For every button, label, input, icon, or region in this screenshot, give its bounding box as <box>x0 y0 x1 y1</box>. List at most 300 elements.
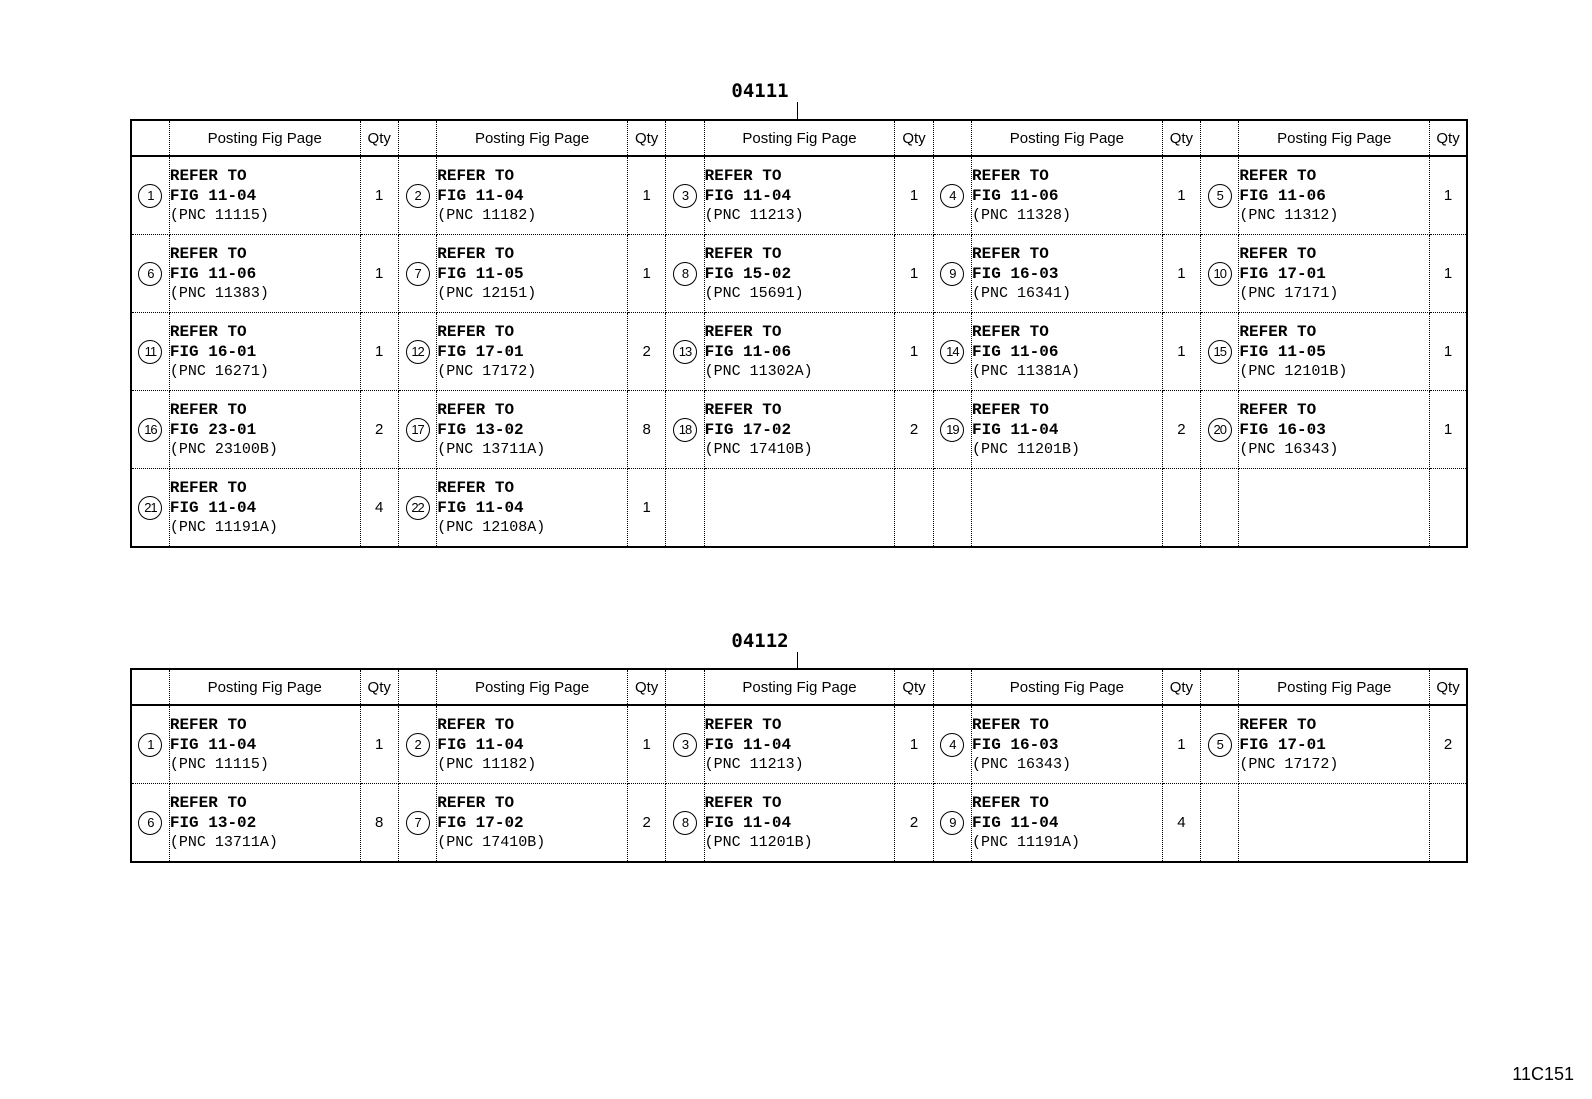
refer-to-text: REFER TO <box>704 322 782 341</box>
header-posting-fig-page: Posting Fig Page <box>704 120 895 156</box>
quantity-cell <box>360 705 398 784</box>
pnc-text: (PNC 11115) <box>169 206 269 224</box>
parts-table-04111 <box>130 119 1468 548</box>
reference-cell <box>704 156 895 235</box>
quantity-value: 2 <box>642 343 651 360</box>
reference-cell <box>972 705 1163 784</box>
refer-to-text: REFER TO <box>1239 244 1317 263</box>
refer-to-text: REFER TO <box>972 400 1049 419</box>
fig-page-text: FIG 15-02 <box>704 264 792 283</box>
pnc-text: (PNC 17172) <box>437 362 537 380</box>
item-number-badge: 14 <box>940 340 964 364</box>
reference-cell <box>704 705 895 784</box>
fig-page-text: FIG 16-03 <box>1239 420 1326 439</box>
refer-to-text: REFER TO <box>1239 166 1317 185</box>
reference-cell <box>972 784 1163 863</box>
quantity-value: 1 <box>1443 265 1453 282</box>
item-number-cell <box>398 156 436 235</box>
reference-cell <box>972 235 1163 313</box>
header-posting-fig-page: Posting Fig Page <box>972 120 1163 156</box>
item-number-badge: 16 <box>138 418 162 442</box>
pnc-text: (PNC 17410B) <box>437 833 546 851</box>
refer-to-text: REFER TO <box>437 793 515 812</box>
fig-page-text: FIG 11-06 <box>169 264 257 283</box>
quantity-cell <box>627 705 665 784</box>
item-number-cell <box>1201 469 1239 548</box>
quantity-value: 2 <box>375 421 384 438</box>
item-number-badge: 8 <box>673 811 697 835</box>
quantity-value: 1 <box>642 499 651 516</box>
quantity-cell <box>627 313 665 391</box>
reference-cell <box>1239 705 1430 784</box>
quantity-value: 1 <box>909 736 919 753</box>
header-posting-fig-page: Posting Fig Page <box>1239 669 1430 705</box>
quantity-value: 8 <box>375 814 384 831</box>
quantity-value: 1 <box>1177 187 1186 204</box>
quantity-value: 1 <box>1443 187 1453 204</box>
item-number-cell <box>933 705 971 784</box>
reference-cell <box>972 156 1163 235</box>
quantity-value: 1 <box>1443 343 1453 360</box>
pnc-text: (PNC 11383) <box>169 284 269 302</box>
item-number-badge: 6 <box>138 811 162 835</box>
item-number-badge: 11 <box>138 340 162 364</box>
item-number-cell <box>131 705 169 784</box>
quantity-cell <box>895 391 933 469</box>
quantity-value: 1 <box>909 265 919 282</box>
item-number-cell <box>398 705 436 784</box>
item-number-badge: 20 <box>1208 418 1232 442</box>
reference-cell <box>704 391 895 469</box>
fig-page-text: FIG 11-06 <box>972 342 1059 361</box>
fig-page-text: FIG 11-04 <box>169 498 257 517</box>
refer-to-text: REFER TO <box>169 244 247 263</box>
reference-cell <box>169 705 360 784</box>
item-number-badge: 18 <box>673 418 697 442</box>
fig-page-text: FIG 11-04 <box>972 420 1059 439</box>
quantity-cell <box>627 469 665 548</box>
pnc-text: (PNC 17410B) <box>704 440 813 458</box>
item-number-badge: 7 <box>406 262 430 286</box>
item-number-cell <box>933 391 971 469</box>
fig-page-text: FIG 16-03 <box>972 735 1059 754</box>
refer-to-text: REFER TO <box>169 478 247 497</box>
quantity-value: 1 <box>1177 265 1186 282</box>
reference-cell <box>437 235 628 313</box>
pnc-text: (PNC 13711A) <box>169 833 278 851</box>
item-number-cell <box>131 784 169 863</box>
pnc-text: (PNC 11201B) <box>972 440 1081 458</box>
reference-cell <box>1239 313 1430 391</box>
reference-cell <box>1239 391 1430 469</box>
group-label-tick-04112 <box>797 652 798 668</box>
quantity-cell <box>360 156 398 235</box>
header-num-blank <box>1201 669 1239 705</box>
refer-to-text: REFER TO <box>169 715 247 734</box>
fig-page-text: FIG 11-06 <box>1239 186 1326 205</box>
item-number-badge: 15 <box>1208 340 1232 364</box>
header-qty: Qty <box>627 120 665 156</box>
quantity-value: 2 <box>1443 736 1453 753</box>
header-posting-fig-page: Posting Fig Page <box>437 120 628 156</box>
quantity-cell <box>1162 391 1200 469</box>
item-number-badge: 13 <box>673 340 697 364</box>
item-number-badge: 9 <box>940 811 964 835</box>
header-posting-fig-page: Posting Fig Page <box>169 669 360 705</box>
reference-cell <box>1239 235 1430 313</box>
fig-page-text: FIG 11-06 <box>972 186 1059 205</box>
pnc-text: (PNC 16341) <box>972 284 1072 302</box>
item-number-cell <box>398 391 436 469</box>
quantity-value: 1 <box>375 736 384 753</box>
reference-cell <box>169 469 360 548</box>
reference-cell <box>169 235 360 313</box>
item-number-cell <box>131 313 169 391</box>
item-number-cell <box>666 313 704 391</box>
header-qty: Qty <box>1430 120 1467 156</box>
quantity-value: 1 <box>909 187 919 204</box>
quantity-value: 4 <box>1177 814 1186 831</box>
quantity-value: 2 <box>642 814 651 831</box>
header-qty: Qty <box>1162 669 1200 705</box>
diagram-code: 11C151 <box>1512 1064 1574 1084</box>
quantity-cell <box>895 313 933 391</box>
quantity-cell <box>1430 784 1467 863</box>
refer-to-text: REFER TO <box>704 715 782 734</box>
pnc-text: (PNC 13711A) <box>437 440 546 458</box>
refer-to-text: REFER TO <box>169 166 247 185</box>
item-number-badge: 21 <box>138 496 162 520</box>
reference-cell <box>1239 469 1430 548</box>
reference-cell <box>437 784 628 863</box>
reference-cell <box>169 784 360 863</box>
pnc-text: (PNC 11201B) <box>704 833 813 851</box>
fig-page-text: FIG 23-01 <box>169 420 257 439</box>
quantity-value: 4 <box>375 499 384 516</box>
fig-page-text: FIG 13-02 <box>169 813 257 832</box>
refer-to-text: REFER TO <box>437 715 515 734</box>
quantity-cell <box>1430 705 1467 784</box>
header-qty: Qty <box>360 669 398 705</box>
pnc-text: (PNC 11182) <box>437 206 537 224</box>
group-label-04112: 04112 <box>731 630 789 652</box>
header-qty: Qty <box>627 669 665 705</box>
item-number-cell <box>398 313 436 391</box>
refer-to-text: REFER TO <box>437 400 515 419</box>
refer-to-text: REFER TO <box>437 322 515 341</box>
item-number-badge: 4 <box>940 733 964 757</box>
fig-page-text: FIG 11-05 <box>437 264 524 283</box>
header-row <box>131 669 1467 705</box>
item-number-cell <box>933 784 971 863</box>
fig-page-text: FIG 11-05 <box>1239 342 1326 361</box>
quantity-value: 1 <box>1443 421 1453 438</box>
refer-to-text: REFER TO <box>972 244 1049 263</box>
header-row <box>131 120 1467 156</box>
refer-to-text: REFER TO <box>704 793 782 812</box>
pnc-text: (PNC 11182) <box>437 755 537 773</box>
item-number-cell <box>933 469 971 548</box>
parts-table-04112 <box>130 668 1468 863</box>
quantity-value: 2 <box>909 814 919 831</box>
item-number-cell <box>131 235 169 313</box>
header-num-blank <box>398 120 436 156</box>
quantity-cell <box>360 313 398 391</box>
reference-cell <box>437 156 628 235</box>
quantity-cell <box>360 235 398 313</box>
refer-to-text: REFER TO <box>1239 715 1317 734</box>
pnc-text: (PNC 12108A) <box>437 518 546 536</box>
quantity-cell <box>895 235 933 313</box>
quantity-value: 1 <box>375 187 384 204</box>
fig-page-text: FIG 17-02 <box>704 420 792 439</box>
header-num-blank <box>666 120 704 156</box>
header-posting-fig-page: Posting Fig Page <box>169 120 360 156</box>
header-num-blank <box>131 669 169 705</box>
pnc-text: (PNC 11213) <box>704 755 804 773</box>
item-number-cell <box>131 469 169 548</box>
quantity-cell <box>1430 156 1467 235</box>
fig-page-text: FIG 11-04 <box>437 186 524 205</box>
reference-cell <box>437 391 628 469</box>
item-number-cell <box>398 469 436 548</box>
fig-page-text: FIG 17-01 <box>1239 735 1326 754</box>
header-posting-fig-page: Posting Fig Page <box>972 669 1163 705</box>
quantity-cell <box>1162 705 1200 784</box>
pnc-text: (PNC 16343) <box>972 755 1072 773</box>
item-number-badge: 5 <box>1208 184 1232 208</box>
item-number-badge: 3 <box>673 733 697 757</box>
quantity-cell <box>895 469 933 548</box>
pnc-text: (PNC 11191A) <box>972 833 1081 851</box>
fig-page-text: FIG 11-06 <box>704 342 792 361</box>
quantity-cell <box>1162 784 1200 863</box>
refer-to-text: REFER TO <box>169 793 247 812</box>
refer-to-text: REFER TO <box>169 400 247 419</box>
table-row <box>131 313 1467 391</box>
refer-to-text: REFER TO <box>972 322 1049 341</box>
item-number-badge: 22 <box>406 496 430 520</box>
refer-to-text: REFER TO <box>972 715 1049 734</box>
reference-cell <box>169 156 360 235</box>
pnc-text: (PNC 16271) <box>169 362 269 380</box>
item-number-cell <box>666 235 704 313</box>
refer-to-text: REFER TO <box>437 166 515 185</box>
item-number-badge: 5 <box>1208 733 1232 757</box>
pnc-text: (PNC 11328) <box>972 206 1072 224</box>
fig-page-text: FIG 13-02 <box>437 420 524 439</box>
item-number-badge: 10 <box>1208 262 1232 286</box>
fig-page-text: FIG 11-04 <box>437 735 524 754</box>
item-number-cell <box>1201 705 1239 784</box>
pnc-text: (PNC 23100B) <box>169 440 278 458</box>
item-number-cell <box>1201 313 1239 391</box>
quantity-cell <box>1430 469 1467 548</box>
item-number-badge: 2 <box>406 184 430 208</box>
pnc-text: (PNC 17171) <box>1239 284 1339 302</box>
header-qty: Qty <box>360 120 398 156</box>
item-number-cell <box>666 391 704 469</box>
quantity-cell <box>895 784 933 863</box>
quantity-cell <box>1430 235 1467 313</box>
quantity-cell <box>1162 469 1200 548</box>
item-number-cell <box>666 469 704 548</box>
reference-cell <box>169 313 360 391</box>
quantity-cell <box>1162 313 1200 391</box>
item-number-cell <box>398 784 436 863</box>
reference-cell <box>704 313 895 391</box>
item-number-cell <box>933 313 971 391</box>
table-row <box>131 469 1467 548</box>
reference-cell <box>437 705 628 784</box>
pnc-text: (PNC 11302A) <box>704 362 813 380</box>
header-posting-fig-page: Posting Fig Page <box>1239 120 1430 156</box>
quantity-cell <box>360 391 398 469</box>
item-number-badge: 7 <box>406 811 430 835</box>
refer-to-text: REFER TO <box>704 400 782 419</box>
quantity-cell <box>360 784 398 863</box>
pnc-text: (PNC 11191A) <box>169 518 278 536</box>
quantity-value: 1 <box>1177 343 1186 360</box>
quantity-cell <box>360 469 398 548</box>
reference-cell <box>704 235 895 313</box>
fig-page-text: FIG 11-04 <box>169 735 257 754</box>
fig-page-text: FIG 11-04 <box>704 186 792 205</box>
quantity-cell <box>895 705 933 784</box>
pnc-text: (PNC 11381A) <box>972 362 1081 380</box>
pnc-text: (PNC 17172) <box>1239 755 1339 773</box>
quantity-value: 1 <box>642 187 651 204</box>
item-number-cell <box>1201 391 1239 469</box>
item-number-cell <box>1201 235 1239 313</box>
item-number-badge: 6 <box>138 262 162 286</box>
item-number-cell <box>131 391 169 469</box>
quantity-value: 1 <box>642 265 651 282</box>
quantity-value: 1 <box>375 343 384 360</box>
header-num-blank <box>1201 120 1239 156</box>
item-number-cell <box>131 156 169 235</box>
reference-cell <box>169 391 360 469</box>
reference-cell <box>972 469 1163 548</box>
reference-cell <box>1239 784 1430 863</box>
quantity-cell <box>627 391 665 469</box>
pnc-text: (PNC 12101B) <box>1239 362 1348 380</box>
item-number-badge: 1 <box>138 733 162 757</box>
refer-to-text: REFER TO <box>1239 400 1317 419</box>
header-qty: Qty <box>1162 120 1200 156</box>
header-num-blank <box>398 669 436 705</box>
refer-to-text: REFER TO <box>972 793 1049 812</box>
refer-to-text: REFER TO <box>972 166 1049 185</box>
header-num-blank <box>666 669 704 705</box>
quantity-value: 1 <box>909 343 919 360</box>
pnc-text: (PNC 11213) <box>704 206 804 224</box>
header-qty: Qty <box>895 120 933 156</box>
table-row <box>131 784 1467 863</box>
fig-page-text: FIG 11-04 <box>437 498 524 517</box>
reference-cell <box>437 469 628 548</box>
table-row <box>131 391 1467 469</box>
fig-page-text: FIG 11-04 <box>972 813 1059 832</box>
item-number-badge: 3 <box>673 184 697 208</box>
quantity-cell <box>1430 313 1467 391</box>
item-number-badge: 9 <box>940 262 964 286</box>
item-number-cell <box>933 235 971 313</box>
pnc-text: (PNC 15691) <box>704 284 804 302</box>
reference-cell <box>972 313 1163 391</box>
item-number-badge: 8 <box>673 262 697 286</box>
header-posting-fig-page: Posting Fig Page <box>437 669 628 705</box>
quantity-value: 1 <box>642 736 651 753</box>
item-number-badge: 2 <box>406 733 430 757</box>
reference-cell <box>704 784 895 863</box>
quantity-cell <box>627 156 665 235</box>
quantity-cell <box>1162 156 1200 235</box>
refer-to-text: REFER TO <box>1239 322 1317 341</box>
reference-cell <box>437 313 628 391</box>
fig-page-text: FIG 11-04 <box>169 186 257 205</box>
reference-cell <box>704 469 895 548</box>
fig-page-text: FIG 17-01 <box>1239 264 1326 283</box>
fig-page-text: FIG 17-01 <box>437 342 524 361</box>
quantity-value: 2 <box>1177 421 1186 438</box>
refer-to-text: REFER TO <box>437 478 515 497</box>
fig-page-text: FIG 11-04 <box>704 813 792 832</box>
quantity-value: 8 <box>642 421 651 438</box>
quantity-value: 2 <box>909 421 919 438</box>
pnc-text: (PNC 12151) <box>437 284 537 302</box>
quantity-cell <box>627 235 665 313</box>
item-number-badge: 17 <box>406 418 430 442</box>
item-number-cell <box>1201 784 1239 863</box>
group-label-04111: 04111 <box>731 80 789 102</box>
quantity-value: 1 <box>375 265 384 282</box>
header-num-blank <box>933 669 971 705</box>
fig-page-text: FIG 16-03 <box>972 264 1059 283</box>
item-number-cell <box>666 705 704 784</box>
item-number-cell <box>1201 156 1239 235</box>
fig-page-text: FIG 11-04 <box>704 735 792 754</box>
item-number-badge: 4 <box>940 184 964 208</box>
table-row <box>131 156 1467 235</box>
header-posting-fig-page: Posting Fig Page <box>704 669 895 705</box>
table-row <box>131 235 1467 313</box>
quantity-cell <box>627 784 665 863</box>
pnc-text: (PNC 11312) <box>1239 206 1339 224</box>
quantity-cell <box>1162 235 1200 313</box>
header-qty: Qty <box>895 669 933 705</box>
refer-to-text: REFER TO <box>704 244 782 263</box>
item-number-cell <box>398 235 436 313</box>
pnc-text: (PNC 16343) <box>1239 440 1339 458</box>
table-row <box>131 705 1467 784</box>
quantity-cell <box>1430 391 1467 469</box>
pnc-text: (PNC 11115) <box>169 755 269 773</box>
item-number-badge: 1 <box>138 184 162 208</box>
reference-cell <box>972 391 1163 469</box>
item-number-badge: 19 <box>940 418 964 442</box>
group-label-tick-04111 <box>797 102 798 119</box>
item-number-cell <box>666 156 704 235</box>
fig-page-text: FIG 17-02 <box>437 813 524 832</box>
refer-to-text: REFER TO <box>169 322 247 341</box>
refer-to-text: REFER TO <box>704 166 782 185</box>
item-number-cell <box>666 784 704 863</box>
item-number-badge: 12 <box>406 340 430 364</box>
refer-to-text: REFER TO <box>437 244 515 263</box>
header-qty: Qty <box>1430 669 1467 705</box>
fig-page-text: FIG 16-01 <box>169 342 257 361</box>
